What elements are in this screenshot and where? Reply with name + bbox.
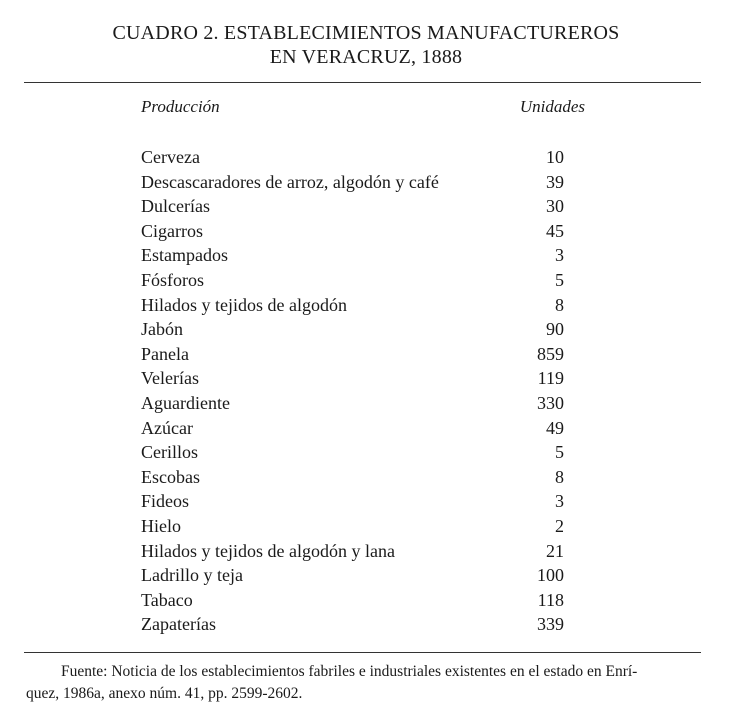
- row-units-value: 8: [555, 466, 564, 487]
- row-production-name: Velerías: [141, 368, 199, 389]
- table-row: [0, 489, 732, 514]
- top-rule: [24, 82, 701, 83]
- row-units-value: 339: [537, 614, 564, 635]
- row-units-value: 21: [546, 540, 564, 561]
- row-production-name: Descascaradores de arroz, algodón y café: [141, 171, 439, 192]
- table-row: [0, 243, 732, 268]
- row-units-value: 5: [555, 269, 564, 290]
- table-row: [0, 268, 732, 293]
- table-title-line-1: CUADRO 2. ESTABLECIMIENTOS MANUFACTUREROS: [112, 22, 620, 44]
- row-production-name: Cerillos: [141, 442, 198, 463]
- row-production-name: Aguardiente: [141, 392, 230, 413]
- source-note-line-2: quez, 1986a, anexo núm. 41, pp. 2599-2602.: [26, 685, 303, 702]
- row-production-name: Dulcerías: [141, 196, 210, 217]
- table-row: [0, 391, 732, 416]
- table-row: [0, 612, 732, 637]
- row-production-name: Tabaco: [141, 589, 193, 610]
- row-units-value: 119: [537, 368, 564, 389]
- row-units-value: 118: [537, 589, 564, 610]
- row-units-value: 39: [546, 171, 564, 192]
- row-units-value: 30: [546, 196, 564, 217]
- row-production-name: Cerveza: [141, 147, 200, 167]
- source-note-line-1: Fuente: Noticia de los establecimientos fabriles e industriales existentes en el estado en Enrí-: [61, 663, 638, 680]
- row-units-value: 859: [537, 343, 564, 364]
- row-production-name: Ladrillo y teja: [141, 565, 243, 586]
- row-production-name: Cigarros: [141, 220, 203, 241]
- row-production-name: Estampados: [141, 245, 228, 266]
- source-note: [26, 661, 702, 705]
- row-units-value: 3: [555, 491, 564, 512]
- row-production-name: Hielo: [141, 515, 181, 536]
- table-row: [0, 170, 732, 195]
- table-row: [0, 342, 732, 367]
- row-production-name: Hilados y tejidos de algodón: [141, 294, 347, 315]
- column-header-units: Unidades: [519, 97, 585, 116]
- row-units-value: 45: [546, 220, 564, 241]
- table-row: [0, 293, 732, 318]
- row-production-name: Escobas: [141, 466, 200, 487]
- row-production-name: Panela: [141, 343, 189, 364]
- row-units-value: 8: [555, 294, 564, 315]
- row-units-value: 10: [546, 147, 564, 167]
- column-header-production: Producción: [141, 97, 220, 116]
- table-row: [0, 219, 732, 244]
- table-row: [0, 145, 732, 170]
- row-units-value: 49: [546, 417, 564, 438]
- table-row: [0, 539, 732, 564]
- row-production-name: Azúcar: [141, 417, 193, 438]
- row-production-name: Jabón: [141, 319, 183, 340]
- table-row: [0, 465, 732, 490]
- row-production-name: Hilados y tejidos de algodón y lana: [141, 540, 395, 561]
- row-production-name: Fideos: [141, 491, 190, 512]
- row-units-value: 3: [555, 245, 564, 266]
- row-units-value: 5: [555, 442, 564, 463]
- table-row: [0, 514, 732, 539]
- table-row: [0, 317, 732, 342]
- row-units-value: 100: [537, 565, 564, 586]
- table-row: [0, 194, 732, 219]
- table-row: [0, 588, 732, 613]
- table-row: [0, 366, 732, 391]
- row-units-value: 330: [537, 392, 564, 413]
- row-production-name: Fósforos: [141, 269, 205, 290]
- row-units-value: 90: [546, 319, 564, 340]
- table-row: [0, 563, 732, 588]
- table-title-line-2: EN VERACRUZ, 1888: [269, 46, 463, 68]
- row-production-name: Zapaterías: [141, 614, 216, 635]
- table-row: [0, 440, 732, 465]
- table-body: [0, 145, 732, 637]
- row-units-value: 2: [555, 515, 564, 536]
- bottom-rule: [24, 652, 701, 653]
- table-row: [0, 416, 732, 441]
